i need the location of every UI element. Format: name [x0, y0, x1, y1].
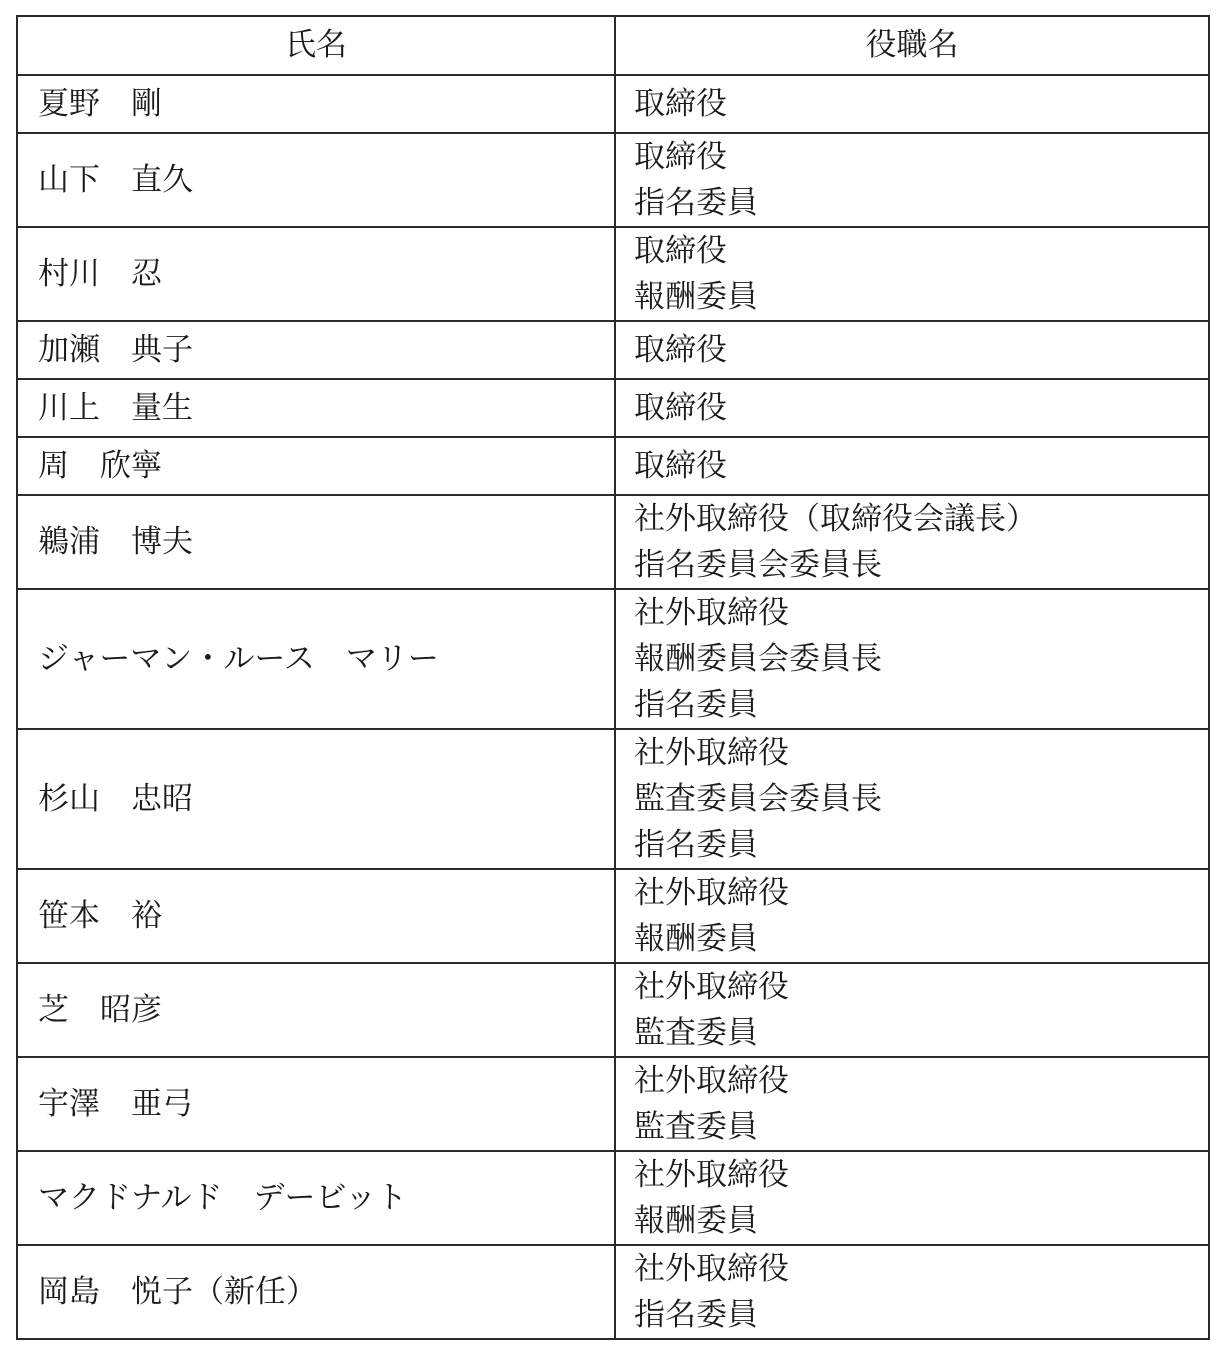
table-row — [17, 963, 1209, 1057]
role-line: 報酬委員 — [634, 921, 758, 957]
officer-roles — [615, 75, 1209, 133]
table-row — [17, 495, 1209, 589]
table-row — [17, 379, 1209, 437]
table-row — [17, 1151, 1209, 1245]
role-line: 報酬委員会委員長 — [634, 641, 882, 677]
role-line: 社外取締役 — [634, 735, 789, 771]
role-line: 社外取締役 — [634, 595, 789, 631]
role-line: 監査委員会委員長 — [634, 781, 882, 817]
role-line: 報酬委員 — [634, 279, 758, 315]
role-line: 取締役 — [634, 390, 727, 426]
officer-table — [16, 15, 1210, 1340]
officer-name: 杉山 忠昭 — [17, 729, 615, 869]
officer-name: 村川 忍 — [17, 227, 615, 321]
table-header-row — [17, 16, 1209, 75]
officer-roles — [615, 1057, 1209, 1151]
officer-roles — [615, 869, 1209, 963]
role-line: 社外取締役 — [634, 1157, 789, 1193]
table-row — [17, 75, 1209, 133]
table-row — [17, 589, 1209, 729]
role-line: 取締役 — [634, 332, 727, 368]
role-line: 指名委員 — [634, 827, 758, 863]
officer-roles — [615, 729, 1209, 869]
role-line: 取締役 — [634, 139, 727, 175]
role-line: 指名委員 — [634, 1297, 758, 1333]
table-row — [17, 227, 1209, 321]
officer-name: 宇澤 亜弓 — [17, 1057, 615, 1151]
role-line: 指名委員 — [634, 687, 758, 723]
officer-roles — [615, 495, 1209, 589]
officer-name: 加瀬 典子 — [17, 321, 615, 379]
officer-name: マクドナルド デービット — [17, 1151, 615, 1245]
role-line: 報酬委員 — [634, 1203, 758, 1239]
role-line: 社外取締役 — [634, 875, 789, 911]
officer-name: 周 欣寧 — [17, 437, 615, 495]
table-row — [17, 1057, 1209, 1151]
role-line: 社外取締役（取締役会議長） — [634, 501, 1037, 537]
table-row — [17, 437, 1209, 495]
officer-name: 芝 昭彦 — [17, 963, 615, 1057]
header-name: 氏名 — [17, 16, 615, 75]
officer-name: 川上 量生 — [17, 379, 615, 437]
role-line: 取締役 — [634, 86, 727, 122]
officer-roles — [615, 379, 1209, 437]
role-line: 監査委員 — [634, 1015, 758, 1051]
role-line: 監査委員 — [634, 1109, 758, 1145]
table-row — [17, 1245, 1209, 1339]
table-row — [17, 133, 1209, 227]
table-row — [17, 869, 1209, 963]
officer-roles — [615, 227, 1209, 321]
officer-roles — [615, 133, 1209, 227]
role-line: 社外取締役 — [634, 1063, 789, 1099]
role-line: 取締役 — [634, 448, 727, 484]
table-row — [17, 321, 1209, 379]
role-line: 指名委員会委員長 — [634, 547, 882, 583]
officer-roles — [615, 1151, 1209, 1245]
officer-roles — [615, 963, 1209, 1057]
officer-name: 鵜浦 博夫 — [17, 495, 615, 589]
table-row — [17, 729, 1209, 869]
role-line: 社外取締役 — [634, 1251, 789, 1287]
officer-name: 笹本 裕 — [17, 869, 615, 963]
role-line: 社外取締役 — [634, 969, 789, 1005]
officer-roles — [615, 589, 1209, 729]
officer-name: 夏野 剛 — [17, 75, 615, 133]
officer-roles — [615, 1245, 1209, 1339]
officer-roles — [615, 437, 1209, 495]
officer-name: 山下 直久 — [17, 133, 615, 227]
officer-roles — [615, 321, 1209, 379]
header-role: 役職名 — [615, 16, 1209, 75]
officer-name: ジャーマン・ルース マリー — [17, 589, 615, 729]
role-line: 取締役 — [634, 233, 727, 269]
role-line: 指名委員 — [634, 185, 758, 221]
officer-name: 岡島 悦子（新任） — [17, 1245, 615, 1339]
